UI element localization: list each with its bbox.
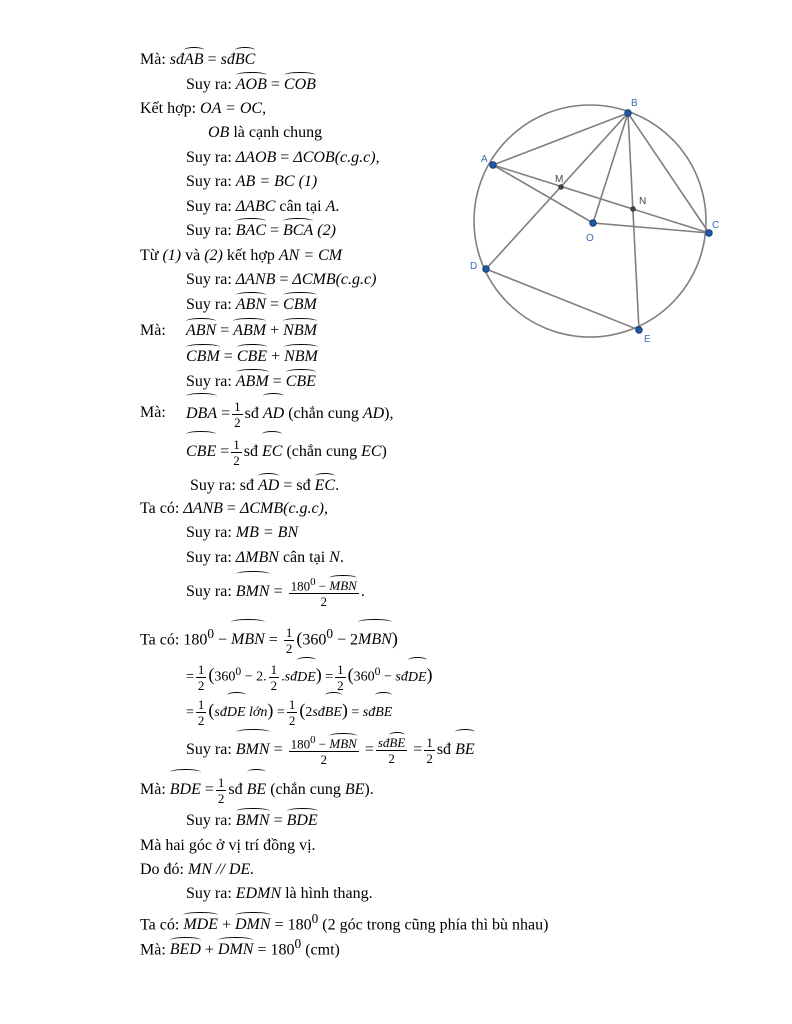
line-7: Suy ra: ΔABC cân tại A. — [186, 198, 340, 215]
point-b — [625, 110, 632, 117]
line-15b: DBA = $\frac{1}{2}$ sđ AD (chắn cung AD), — [186, 396, 394, 432]
line-32: Mà: BED + DMN = $180^0$ (cmt) — [140, 936, 340, 959]
line-12: Mà: — [140, 322, 166, 339]
segment-ab — [493, 113, 628, 165]
segment-bc — [628, 113, 709, 233]
point-m — [559, 185, 564, 190]
line-20: Suy ra: ΔMBN cân tại N. — [186, 549, 344, 566]
line-14: Suy ra: ABM = CBE — [186, 373, 316, 390]
point-o — [590, 220, 597, 227]
label-b: B — [631, 98, 638, 109]
line-17: Suy ra: sđ AD = sđ EC. — [190, 477, 340, 494]
point-n — [631, 207, 636, 212]
line-3: Kết hợp: OA = OC, — [140, 100, 267, 117]
label-m: M — [555, 174, 564, 185]
label-c: C — [712, 220, 720, 231]
line-30: Suy ra: EDMN là hình thang. — [186, 885, 373, 902]
line-25: Suy ra: BMN = $\frac{180^0 - MBN}{2}$ = $\frac{\text{sđBE}}{2}$ = $\frac{1}{2}$ sđ BE — [186, 732, 475, 768]
line-31: Ta có: MDE + DMN = $180^0$ (2 góc trong cũng phía thì bù nhau) — [140, 911, 549, 934]
point-a — [490, 162, 497, 169]
line-23: = $\frac{1}{2}$ ($360^0 - 2$. $\frac{1}{2}$ .sđDE) = $\frac{1}{2}$ ($360^0$ − sđDE) — [186, 654, 433, 696]
line-9: Từ (1) và (2) kết hợp AN = CM — [140, 247, 343, 264]
line-19: Suy ra: MB = BN — [186, 524, 299, 541]
line-8: Suy ra: BAC = BCA (2) — [186, 222, 336, 239]
point-e — [636, 327, 643, 334]
line-11: Suy ra: ABN = CBM — [186, 296, 317, 313]
segments — [486, 113, 709, 330]
line-28: Mà hai góc ở vị trí đồng vị. — [140, 837, 316, 854]
line-1: Mà: sđAB = sđBC — [140, 51, 256, 68]
segment-ao — [493, 165, 593, 223]
geometry-figure — [460, 90, 750, 350]
line-24: = $\frac{1}{2}$ (sđDE lớn) = $\frac{1}{2}$ (2sđBE) = sđBE — [186, 692, 392, 731]
line-4: OB là cạnh chung — [208, 124, 323, 141]
line-10: Suy ra: ΔANB = ΔCMB(c.g.c) — [186, 271, 377, 288]
segment-de — [486, 269, 639, 330]
segment-be — [628, 113, 639, 330]
label-n: N — [639, 196, 647, 207]
line-13: CBM = CBE + NBM — [186, 348, 318, 365]
line-18: Ta có: ΔANB = ΔCMB(c.g.c), — [140, 500, 328, 517]
line-21: Suy ra: BMN = $\frac{180^0 - MBN}{2}$ . — [186, 574, 365, 610]
line-29: Do đó: MN // DE. — [140, 861, 255, 878]
label-a: A — [481, 154, 488, 165]
label-o: O — [586, 233, 594, 244]
label-e: E — [644, 334, 651, 345]
label-d: D — [470, 261, 478, 272]
point-d — [483, 266, 490, 273]
line-12b: ABN = ABM + NBM — [186, 322, 317, 339]
line-27: Suy ra: BMN = BDE — [186, 812, 318, 829]
line-26: Mà: BDE = $\frac{1}{2}$ sđ BE (chắn cung BE). — [140, 772, 374, 808]
segment-bd — [486, 113, 628, 269]
line-5: Suy ra: ΔAOB = ΔCOB(c.g.c), — [186, 149, 380, 166]
line-2: Suy ra: AOB = COB — [186, 76, 316, 93]
line-22: Ta có: $180^0$ − MBN = $\frac{1}{2}$ $(360^0 - 2MBN)$ — [140, 616, 398, 658]
line-15: Mà: — [140, 404, 166, 421]
line-6: Suy ra: AB = BC (1) — [186, 173, 318, 190]
line-16: CBE = $\frac{1}{2}$ sđ EC (chắn cung EC) — [186, 434, 387, 470]
